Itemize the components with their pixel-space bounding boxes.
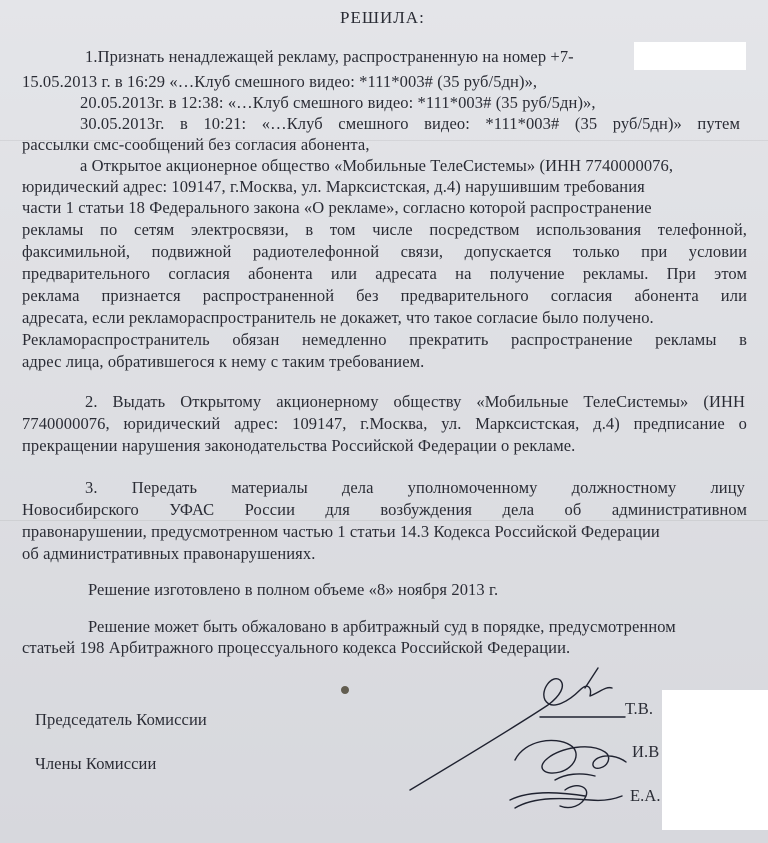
ink-spot [341,686,349,694]
redaction-box [662,690,768,830]
chairman-initials: Т.В. [625,699,654,718]
appeal-line: Решение может быть обжаловано в арбитражный суд в порядке, предусмотренном [88,617,676,636]
text-line: 30.05.2013г. в 10:21: «…Клуб смешного видео: *111*003# (35 руб/5дн)» путем [80,114,740,133]
text-line: Рекламораспространитель обязан немедленно прекратить распространение рекламы в [22,330,747,349]
text-line: 3. Передать материалы дела уполномоченному должностному лицу [85,478,745,497]
chairman-label: Председатель Комиссии [35,710,207,729]
text-line: факсимильной, подвижной радиотелефонной связи, допускается только при условии [22,242,747,261]
text-line: адрес лица, обратившегося к нему с таким требованием. [22,352,425,371]
text-line: юридический адрес: 109147, г.Москва, ул. Марксистская, д.4) нарушившим требования [22,177,645,196]
text-line: рассылки смс-сообщений без согласия абонента, [22,135,370,154]
text-line: части 1 статьи 18 Федерального закона «О рекламе», согласно которой распространение [22,198,652,217]
text-line: а Открытое акционерное общество «Мобильные ТелеСистемы» (ИНН 7740000076, [80,156,674,175]
text-line: 20.05.2013г. в 12:38: «…Клуб смешного видео: *111*003# (35 руб/5дн)», [80,93,596,112]
text-line: 15.05.2013 г. в 16:29 «…Клуб смешного видео: *111*003# (35 руб/5дн)», [22,72,538,91]
decision-date-line: Решение изготовлено в полном объеме «8» ноября 2013 г. [88,580,499,599]
member-initials: Е.А. [630,786,661,805]
member-initials: И.В [632,742,660,761]
text-line: адресата, если рекламораспространитель не докажет, что такое согласие было получено. [22,308,654,327]
text-line: реклама признается распространенной без предварительного согласия абонента или [22,286,747,305]
members-label: Члены Комиссии [35,754,157,773]
text-line: 1.Признать ненадлежащей рекламу, распространенную на номер +7- [85,47,574,66]
text-line: Новосибирского УФАС России для возбуждения дела об административном [22,500,747,519]
decision-heading: РЕШИЛА: [340,8,425,27]
appeal-line: статьей 198 Арбитражного процессуального кодекса Российской Федерации. [22,638,571,657]
text-line: рекламы по сетям электросвязи, в том числе посредством использования телефонной, [22,220,747,239]
member-signature [515,740,626,773]
text-line: прекращении нарушения законодательства Российской Федерации о рекламе. [22,436,576,455]
text-line: правонарушении, предусмотренном частью 1 статьи 14.3 Кодекса Российской Федерации [22,522,660,541]
text-line: 7740000076, юридический адрес: 109147, г.Москва, ул. Марксистская, д.4) предписание о [22,414,747,433]
text-line: об административных правонарушениях. [22,544,316,563]
text-line: 2. Выдать Открытому акционерному обществу «Мобильные ТелеСистемы» (ИНН [85,392,745,411]
member-signature [515,796,622,808]
text-line: предварительного согласия абонента или адресата на получение рекламы. При этом [22,264,747,283]
